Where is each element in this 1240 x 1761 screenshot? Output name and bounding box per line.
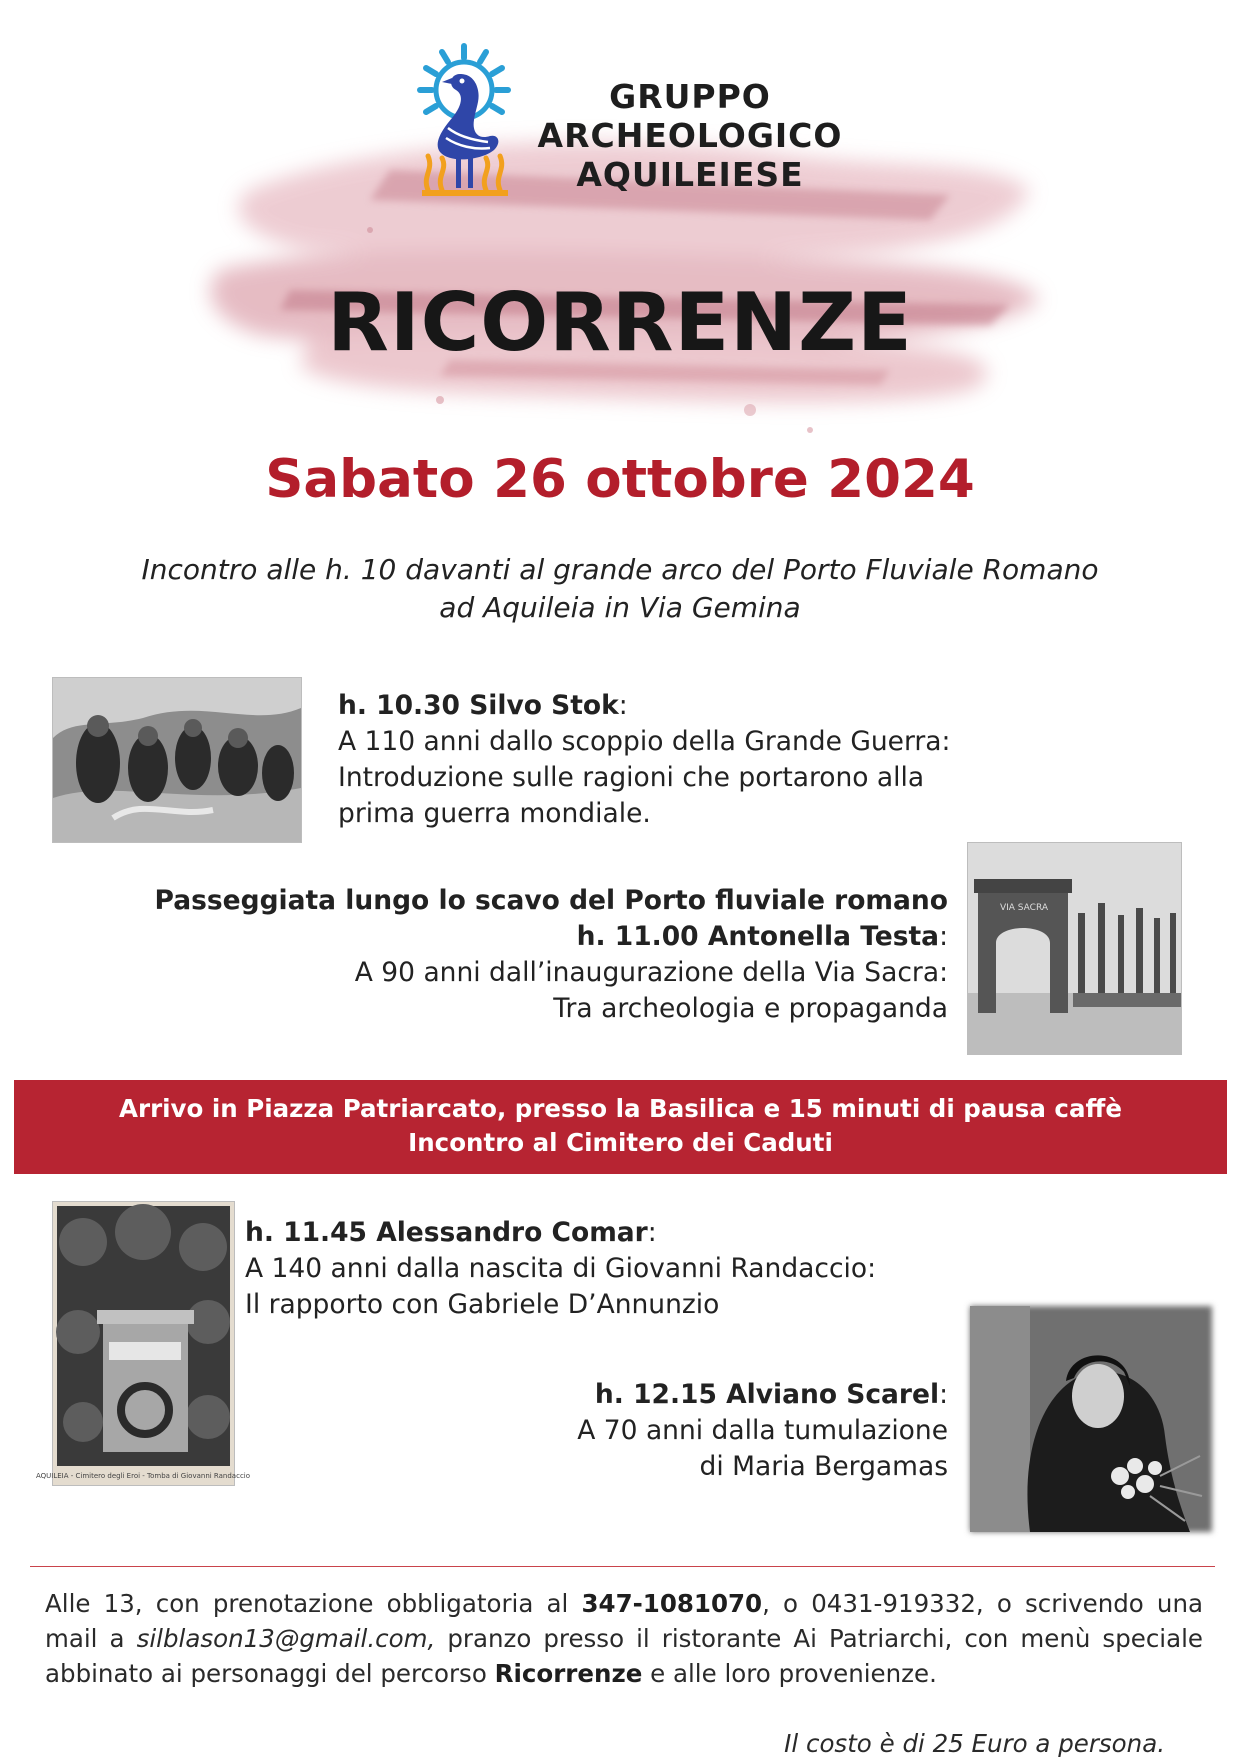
lunch-cost: Il costo è di 25 Euro a persona. <box>784 1729 1165 1758</box>
org-name-line-1: GRUPPO <box>609 77 771 116</box>
randaccio-tomb-postcard <box>35 1202 251 1485</box>
pause-info-band <box>14 1080 1227 1174</box>
meeting-info-line-1: Incontro alle h. 10 davanti al grande arco del Porto Fluviale Romano <box>141 553 1099 586</box>
talk2-speaker: h. 11.00 Antonella Testa <box>576 921 940 952</box>
talk3-speaker: h. 11.45 Alessandro Comar <box>245 1217 648 1248</box>
talk1-line-1: A 110 anni dallo scoppio della Grande Guerra: <box>338 726 951 757</box>
talk4: h. 12.15 Alviano Scarel: A 70 anni dalla tumulazione di Maria Bergamas <box>300 1377 948 1485</box>
band-line-2: Incontro al Cimitero dei Caduti <box>408 1128 833 1157</box>
talk4-speaker: h. 12.15 Alviano Scarel <box>594 1379 940 1410</box>
talk4-line-2: di Maria Bergamas <box>699 1451 948 1482</box>
event-title: RICORRENZE <box>327 276 913 369</box>
lunch-info <box>45 1586 1203 1691</box>
org-name-line-2: ARCHEOLOGICO <box>537 116 843 155</box>
talk4-line-1: A 70 anni dalla tumulazione <box>577 1415 948 1446</box>
booking-email: silblason13@gmail.com, <box>136 1624 436 1653</box>
lunch-text-a: Alle 13, con prenotazione obbligatoria al <box>45 1589 582 1618</box>
band-line-1: Arrivo in Piazza Patriarcato, presso la Basilica e 15 minuti di pausa caffè <box>119 1094 1122 1123</box>
talk1-speaker: h. 10.30 Silvo Stok <box>338 690 619 721</box>
talk1: h. 10.30 Silvo Stok: A 110 anni dallo scoppio della Grande Guerra: Introduzione sulle ragioni che portarono alla prima guerra mondiale. <box>338 688 1038 832</box>
peacock-sun-logo <box>412 40 522 225</box>
talk1-line-3: prima guerra mondiale. <box>338 798 651 829</box>
talk1-line-2: Introduzione sulle ragioni che portarono alla <box>338 762 925 793</box>
meeting-info-line-2: ad Aquileia in Via Gemina <box>439 591 801 624</box>
org-name-line-3: AQUILEIESE <box>576 155 804 194</box>
talk3-line-2: Il rapporto con Gabriele D’Annunzio <box>245 1289 720 1320</box>
talk3-line-1: A 140 anni dalla nascita di Giovanni Randaccio: <box>245 1253 877 1284</box>
event-name-inline: Ricorrenze <box>494 1659 643 1688</box>
via-sacra-sign: VIA SACRA <box>999 903 1049 913</box>
talk2: Passeggiata lungo lo scavo del Porto fluviale romano h. 11.00 Antonella Testa: A 90 anni dall’inaugurazione della Via Sacra: Tra archeologia e propaganda <box>100 883 948 1027</box>
talk2-line-2: Tra archeologia e propaganda <box>553 993 948 1024</box>
via-sacra-arch-photo <box>968 843 1181 1054</box>
lunch-text-d: e alle loro provenienze. <box>642 1659 937 1688</box>
talk2-line-1: A 90 anni dall’inaugurazione della Via Sacra: <box>354 957 948 988</box>
event-date: Sabato 26 ottobre 2024 <box>265 449 975 510</box>
maria-bergamas-portrait <box>970 1306 1212 1532</box>
booking-phone: 347-1081070 <box>581 1589 763 1618</box>
lunch-text-b: , o 0431-919332, o scrivendo una mail a <box>45 1589 1203 1653</box>
talk3: h. 11.45 Alessandro Comar: A 140 anni dalla nascita di Giovanni Randaccio: Il rapporto con Gabriele D’Annunzio <box>245 1215 1005 1323</box>
walk-info: Passeggiata lungo lo scavo del Porto fluviale romano <box>154 885 948 916</box>
footer-divider <box>30 1566 1215 1567</box>
soldiers-trench-photo <box>53 678 301 842</box>
postcard-caption: AQUILEIA - Cimitero degli Eroi - Tomba di Giovanni Randaccio <box>35 1472 251 1480</box>
lunch-text-c: pranzo presso il ristorante Ai Patriarchi, con menù speciale abbinato ai personaggi del percorso <box>45 1624 1203 1688</box>
